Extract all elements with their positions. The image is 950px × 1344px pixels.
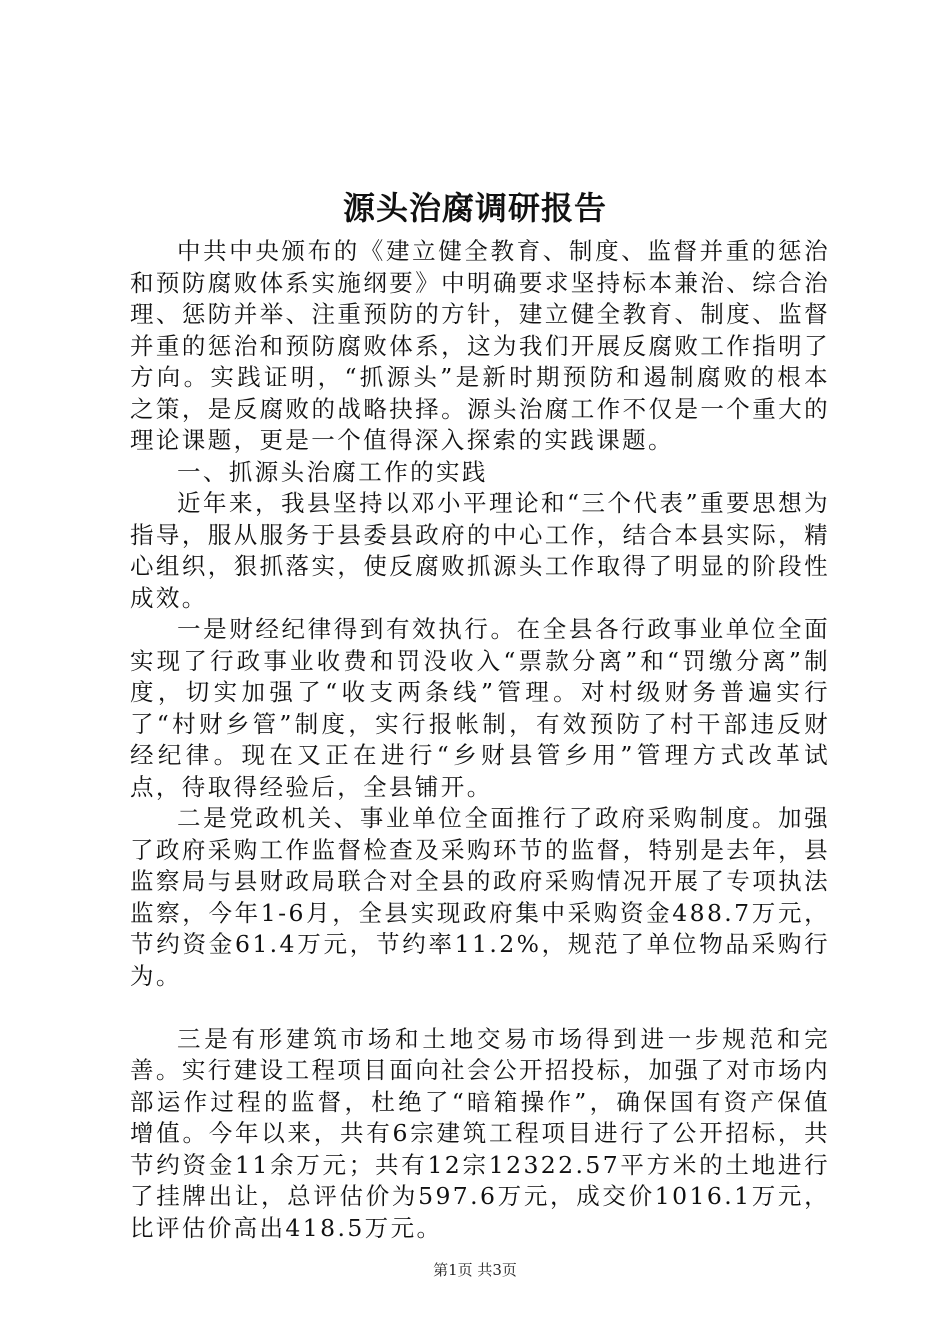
section-heading: 一、抓源头治腐工作的实践 — [177, 457, 488, 486]
intro-paragraph: 中共中央颁布的《建立健全教育、制度、监督并重的惩治和预防腐败体系实施纲要》中明确要求坚持标本兼治、综合治理、惩防并举、注重预防的方针，建立健全教育、制度、监督并重的惩治和预防腐败体系，这为我们开展反腐败工作指明了方向。实践证明，“抓源头”是新时期预防和遏制腐败的根本之策，是反腐败的战略抉择。源头治腐工作不仅是一个重大的理论课题，更是一个值得深入探索的实践课题。 — [130, 237, 830, 454]
practice-paragraph: 近年来，我县坚持以邓小平理论和“三个代表”重要思想为指导，服从服务于县委县政府的中心工作，结合本县实际，精心组织，狠抓落实，使反腐败抓源头工作取得了明显的阶段性成效。 — [130, 489, 830, 612]
document-title: 源头治腐调研报告 — [342, 189, 607, 227]
document-body — [130, 236, 830, 1244]
page-footer: 第1页 共3页 — [433, 1261, 517, 1279]
paragraph-gap — [130, 992, 830, 1024]
finance-discipline-paragraph: 一是财经纪律得到有效执行。在全县各行政事业单位全面实现了行政事业收费和罚没收入“票款分离”和“罚缴分离”制度，切实加强了“收支两条线”管理。对村级财务普遍实行了“村财乡管”制度，实行报帐制，有效预防了村干部违反财经纪律。现在又正在进行“乡财县管乡用”管理方式改革试点，待取得经验后，全县铺开。 — [130, 615, 830, 801]
procurement-paragraph: 二是党政机关、事业单位全面推行了政府采购制度。加强了政府采购工作监督检查及采购环节的监督，特别是去年，县监察局与县财政局联合对全县的政府采购情况开展了专项执法监察，今年1-6月，全县实现政府集中采购资金488.7万元，节约资金61.4万元，节约率11.2%，规范了单位物品采购行为。 — [130, 804, 830, 990]
market-paragraph: 三是有形建筑市场和土地交易市场得到进一步规范和完善。实行建设工程项目面向社会公开招投标，加强了对市场内部运作过程的监督，杜绝了“暗箱操作”，确保国有资产保值增值。今年以来，共有6宗建筑工程项目进行了公开招标，共节约资金11余万元；共有12宗12322.57平方米的土地进行了挂牌出让，总评估价为597.6万元，成交价1016.1万元，比评估价高出418.5万元。 — [130, 1024, 830, 1242]
